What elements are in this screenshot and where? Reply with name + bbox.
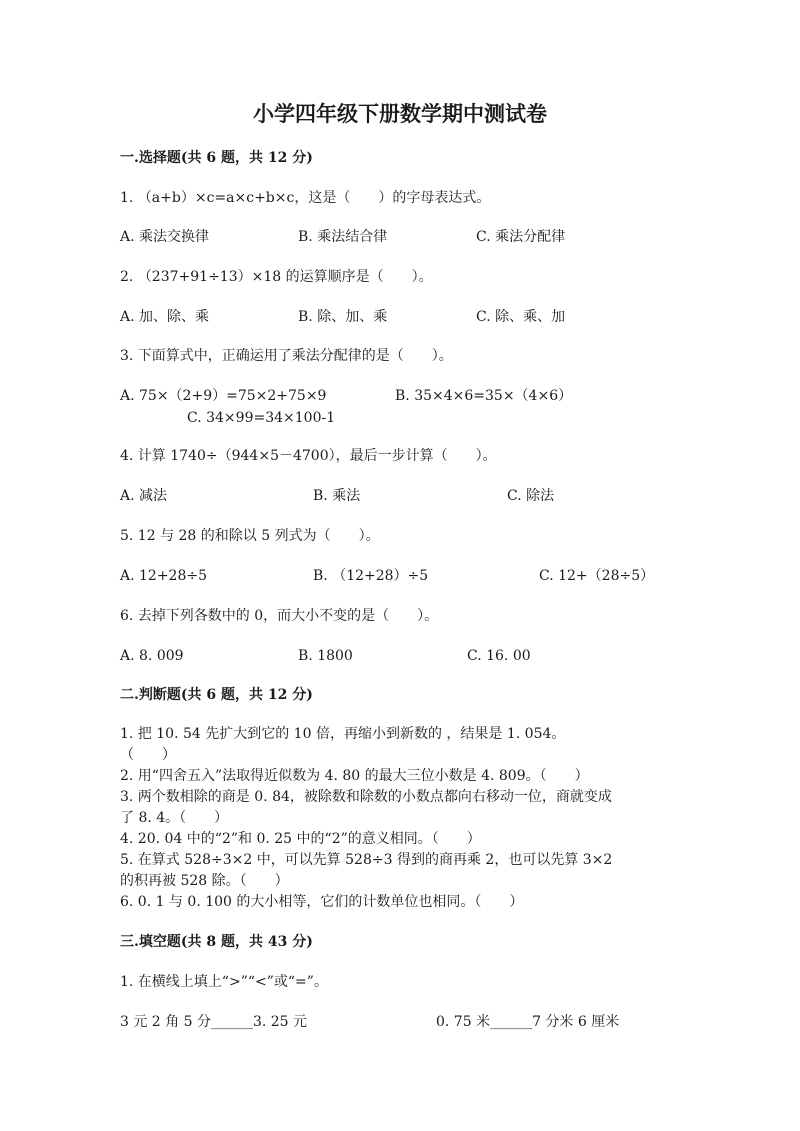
page-title: 小学四年级下册数学期中测试卷 [253,101,547,126]
section-heading-choice: 一.选择题(共 6 题，共 12 分) [120,150,313,166]
question-5-option-a: A. 12+28÷5 [120,568,208,584]
question-6-stem: 6. 去掉下列各数中的 0，而大小不变的是（ ）。 [120,608,439,624]
question-1-option-b: B. 乘法结合律 [298,229,388,245]
question-5-option-c: C. 12+（28÷5） [539,568,655,584]
question-4-option-a: A. 减法 [120,488,168,504]
question-3-option-a: A. 75×（2+9）=75×2+75×9 [120,388,327,404]
question-5-stem: 5. 12 与 28 的和除以 5 列式为（ ）。 [120,528,380,544]
question-6-option-b: B. 1800 [298,648,353,664]
question-2-option-b: B. 除、加、乘 [298,309,388,325]
question-3-stem: 3. 下面算式中，正确运用了乘法分配律的是（ ）。 [120,348,453,364]
judge-line: 1. 把 10. 54 先扩大到它的 10 倍，再缩小到新数的 ，结果是 1. 054。 [120,726,566,742]
judge-line: 的积再被 528 除。（ ） [120,873,289,889]
fill-blank-item: 3 元 2 角 5 分______3. 25 元 [120,1014,308,1030]
judge-line: 5. 在算式 528÷3×2 中，可以先算 528÷3 得到的商再乘 2，也可以先算 3×2 [120,852,613,868]
question-3-option-b: B. 35×4×6=35×（4×6） [395,388,573,404]
question-3-option-c: C. 34×99=34×100-1 [187,410,336,426]
question-6-option-c: C. 16. 00 [467,648,531,664]
question-1-stem: 1. （a+b）×c=a×c+b×c，这是（ ）的字母表达式。 [120,190,491,206]
question-4-option-b: B. 乘法 [313,488,361,504]
judge-line: （ ） [120,747,176,763]
judge-line: 3. 两个数相除的商是 0. 84，被除数和除数的小数点都向右移动一位，商就变成 [120,789,612,805]
judge-line: 6. 0. 1 与 0. 100 的大小相等，它们的计数单位也相同。（ ） [120,894,524,910]
section-heading-fill: 三.填空题(共 8 题，共 43 分) [120,934,313,950]
judge-line: 2. 用“四舍五入”法取得近似数为 4. 80 的最大三位小数是 4. 809。（ ） [120,768,589,784]
question-1-option-a: A. 乘法交换律 [120,229,210,245]
section-heading-judge: 二.判断题(共 6 题，共 12 分) [120,687,313,703]
question-1-option-c: C. 乘法分配律 [476,229,566,245]
question-6-option-a: A. 8. 009 [120,648,184,664]
question-2-option-c: C. 除、乘、加 [476,309,566,325]
question-2-stem: 2. （237+91÷13）×18 的运算顺序是（ ）。 [120,269,433,285]
fill-question-1-stem: 1. 在横线上填上“>”“<”或“=”。 [120,974,328,990]
fill-blank-item: 0. 75 米______7 分米 6 厘米 [436,1014,620,1030]
question-4-option-c: C. 除法 [507,488,555,504]
judge-line: 了 8. 4。（ ） [120,810,229,826]
judge-line: 4. 20. 04 中的“2”和 0. 25 中的“2”的意义相同。（ ） [120,831,481,847]
question-5-option-b: B. （12+28）÷5 [313,568,429,584]
question-2-option-a: A. 加、除、乘 [120,309,210,325]
question-4-stem: 4. 计算 1740÷（944×5－4700），最后一步计算（ ）。 [120,448,497,464]
